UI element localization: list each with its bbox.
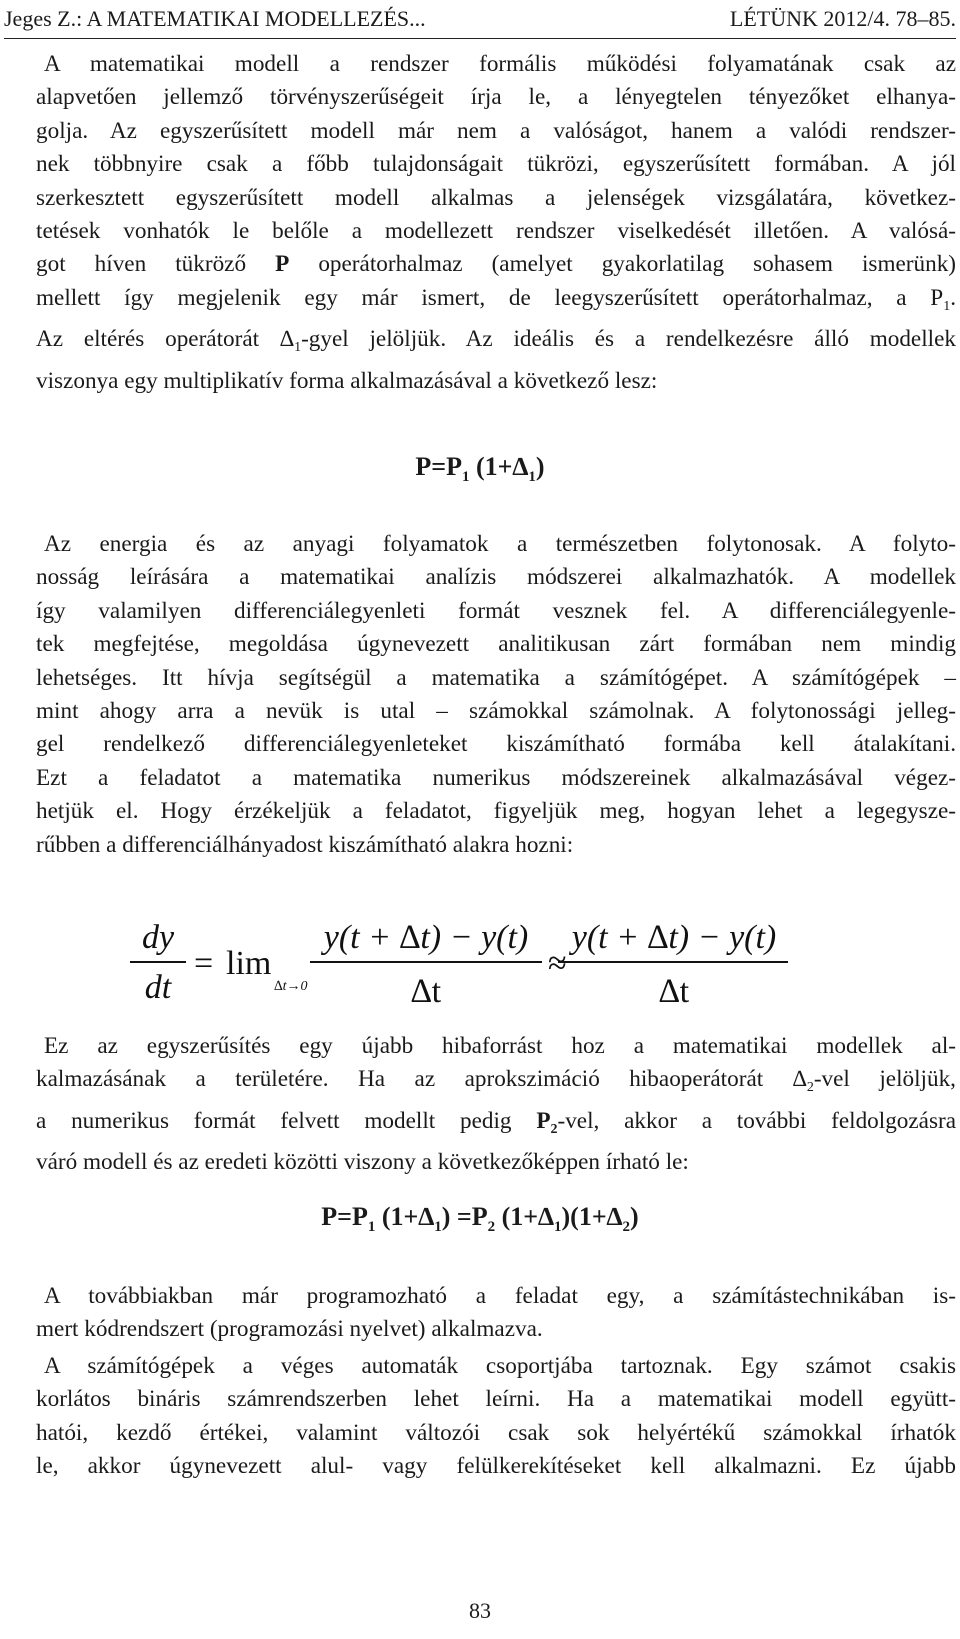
text-line: mert kódrendszert (programozási nyelvet) alkalmazva.	[36, 1316, 543, 1343]
formula-denominator-2: ∆t	[658, 973, 690, 1010]
text-line: A matematikai modell a rendszer formális működési folyamatának csak az	[44, 51, 956, 77]
formula-equals: =	[194, 945, 214, 982]
paragraph-4	[36, 1280, 956, 1347]
text-line: szerkesztett egyszerűsített modell alkalmas a jelenségek vizsgálatára, következ-	[36, 184, 956, 211]
text-line: tek megfejtése, megoldása úgynevezett analitikusan zárt formában nem mindig	[36, 631, 956, 658]
text-line: lehetséges. Itt hívja segítségül a matematika a számítógépet. A számítógépek –	[36, 664, 956, 691]
text-line: golja. Az egyszerűsített modell már nem a valóságot, hanem a valódi rendszer-	[36, 117, 956, 144]
formula-denominator-1: ∆t	[410, 973, 442, 1010]
text-line: korlátos bináris számrendszerben lehet leírni. Ha a matematikai modell együtt-	[36, 1386, 956, 1413]
formula-dt: dt	[144, 969, 172, 1006]
text-line: le, akkor úgynevezett alul- vagy felülkerekítéseket kell alkalmazni. Ez újabb	[36, 1453, 956, 1480]
page-number: 83	[469, 1598, 491, 1623]
derivative-formula	[128, 908, 788, 1018]
text-line: hatói, kezdő értékei, valamint változói csak sok helyértékű számokkal írhatók	[36, 1419, 956, 1446]
text-line: rűbben a differenciálhányadost kiszámítható alakra hozni:	[36, 831, 574, 858]
text-line: nosság leírására a matematikai analízis módszerei alkalmazhatók. A modellek	[36, 564, 956, 591]
text-line: kalmazásának a területére. Ha az aprokszimáció hibaoperátorát $\Delta_2$-vel jelöljük,	[36, 1066, 956, 1096]
text-line: Ezt a feladatot a matematika numerikus módszereinek alkalmazásával végez-	[36, 764, 956, 791]
running-header	[4, 0, 956, 38]
text-line: Az eltérés operátorát $\Delta_1$-gyel jelöljük. Az ideális és a rendelkezésre álló modellek	[36, 326, 956, 356]
text-line: alapvetően jellemző törvényszerűségeit írja le, a lényegtelen tényezőket elhanya-	[36, 84, 956, 111]
formula-numerator-2: y(t + ∆t) − y(t)	[571, 919, 777, 956]
text-line: a numerikus formát felvett modellt pedig $P_2$-vel, akkor a további feldolgozásra	[36, 1107, 957, 1137]
header-author-title: Jeges Z.: A MATEMATIKAI MODELLEZÉS...	[4, 6, 426, 31]
text-line: mellett így megjelenik egy már ismert, de leegyszerűsített operátorhalmaz, a $P_1$.	[36, 284, 956, 314]
formula-lim-subscript: ∆t→0	[274, 979, 308, 994]
text-line: A számítógépek a véges automaták csoportjába tartoznak. Egy számot csakis	[44, 1353, 956, 1379]
text-line: Ez az egyszerűsítés egy újabb hibaforrást hoz a matematikai modellek al-	[44, 1033, 956, 1059]
formula-numerator-1: y(t + ∆t) − y(t)	[323, 919, 529, 956]
text-line: mint ahogy arra a nevük is utal – számokkal számolnak. A folytonossági jelleg-	[36, 698, 956, 725]
text-line: viszonya egy multiplikatív forma alkalmazásával a következő lesz:	[36, 367, 658, 394]
text-line: tetések vonhatók le belőle a modellezett rendszer viselkedését illetően. A valósá-	[36, 218, 956, 245]
equation-2: $P=P_1$ $(1+\Delta_1) =P_2$ $(1+\Delta_1)(1+\Delta_2)$	[321, 1202, 639, 1235]
paragraph-1	[36, 48, 956, 398]
formula-lim: lim	[226, 945, 272, 982]
header-journal-ref: LÉTÜNK 2012/4. 78–85.	[729, 6, 956, 31]
paragraph-5	[36, 1350, 956, 1484]
text-line: hetjük el. Hogy érzékeljük a feladatot, figyeljük meg, hogyan lehet a legegysze-	[36, 798, 956, 825]
text-line: nek többnyire csak a főbb tulajdonságait tükrözi, egyszerűsített formában. A jól	[36, 151, 956, 178]
text-line: váró modell és az eredeti közötti viszony a következőképpen írható le:	[36, 1149, 689, 1176]
text-line: got híven tükröző P operátorhalmaz (amelyet gyakorlatilag sohasem ismerünk)	[36, 251, 957, 278]
formula-dy: dy	[141, 919, 175, 956]
formula-approx: ≈	[548, 945, 567, 982]
paragraph-2	[36, 528, 956, 862]
text-line: A továbbiakban már programozható a feladat egy, a számítástechnikában is-	[44, 1283, 956, 1309]
text-line: így valamilyen differenciálegyenleti formát vesznek fel. A differenciálegyenle-	[36, 597, 956, 624]
equation-1: $P=P_1$ $(1+\Delta_1)$	[415, 452, 545, 485]
text-line: gel rendelkező differenciálegyenleteket kiszámítható formába kell átalakítani.	[36, 731, 956, 758]
paragraph-3	[36, 1030, 956, 1180]
header-rule	[4, 38, 956, 39]
text-line: Az energia és az anyagi folyamatok a természetben folytonosak. A folyto-	[44, 531, 956, 557]
